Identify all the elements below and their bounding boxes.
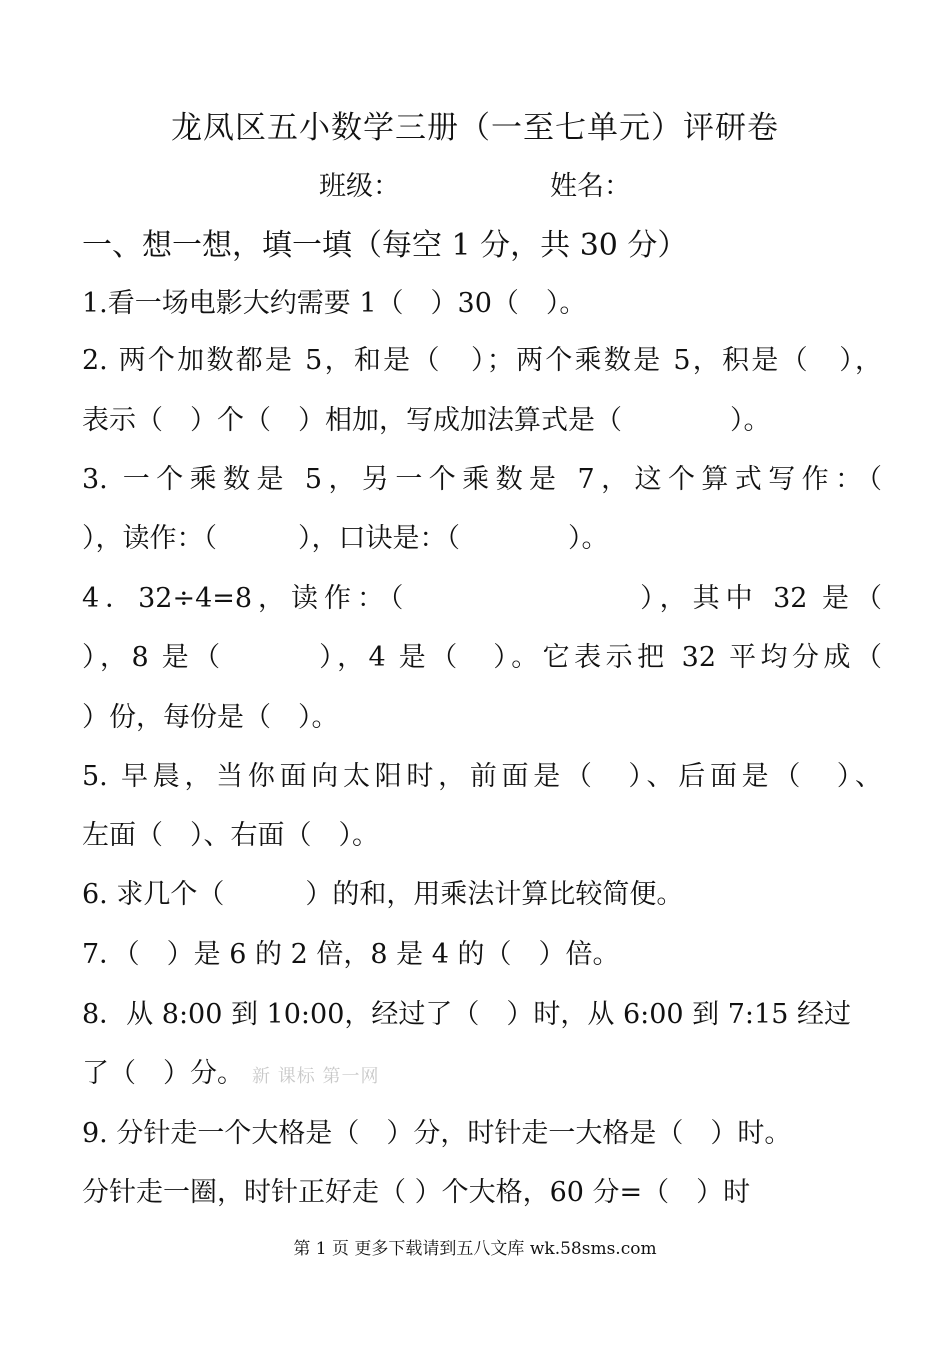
question-line-text: 了（ ）分。 xyxy=(82,1058,244,1089)
question-line: ），8 是（ ），4 是（ ）。它表示把 32 平均分成（ xyxy=(82,642,882,673)
question-line: 表示（ ）个（ ）相加，写成加法算式是（ ）。 xyxy=(82,405,771,436)
question-line: 分针走一圈，时针正好走（ ）个大格，60 分=（ ）时 xyxy=(82,1177,751,1208)
question-line: ），读作：（ ），口诀是：（ ）。 xyxy=(82,523,609,554)
name-label: 姓名： xyxy=(550,171,631,202)
page-footer: 第 1 页 更多下载请到五八文库 wk.58sms.com xyxy=(293,1239,657,1259)
section-heading: 一、想一想，填一填（每空 1 分，共 30 分） xyxy=(82,228,688,263)
question-line: 5. 早晨，当你面向太阳时，前面是（ ）、后面是（ ）、 xyxy=(82,761,882,792)
question-line: 7．（ ）是 6 的 2 倍，8 是 4 的（ ）倍。 xyxy=(82,939,620,970)
page-title: 龙凤区五小数学三册（一至七单元）评研卷 xyxy=(171,110,779,146)
student-info xyxy=(0,164,950,203)
question-line: 2. 两个加数都是 5，和是（ ）；两个乘数是 5，积是（ ）， xyxy=(82,345,882,376)
question-line: 9. 分针走一个大格是（ ）分，时针走一大格是（ ）时。 xyxy=(82,1118,792,1149)
question-line: 3. 一个乘数是 5，另一个乘数是 7，这个算式写作：（ xyxy=(82,464,882,495)
question-line: ）份，每份是（ ）。 xyxy=(82,702,339,733)
question-line: 4．32÷4=8，读作：（ ），其中 32 是（ xyxy=(82,583,882,614)
question-line: 8．从 8:00 到 10:00，经过了（ ）时，从 6:00 到 7:15 经过 xyxy=(82,999,851,1030)
class-label: 班级： xyxy=(319,171,400,202)
question-line: 左面（ ）、右面（ ）。 xyxy=(82,820,379,851)
watermark: 新 课标 第一网 xyxy=(252,1066,380,1087)
question-line: 6. 求几个（ ）的和，用乘法计算比较简便。 xyxy=(82,879,684,910)
question-line xyxy=(82,1056,882,1095)
question-line: 1.看一场电影大约需要 1（ ）30（ ）。 xyxy=(82,288,587,319)
